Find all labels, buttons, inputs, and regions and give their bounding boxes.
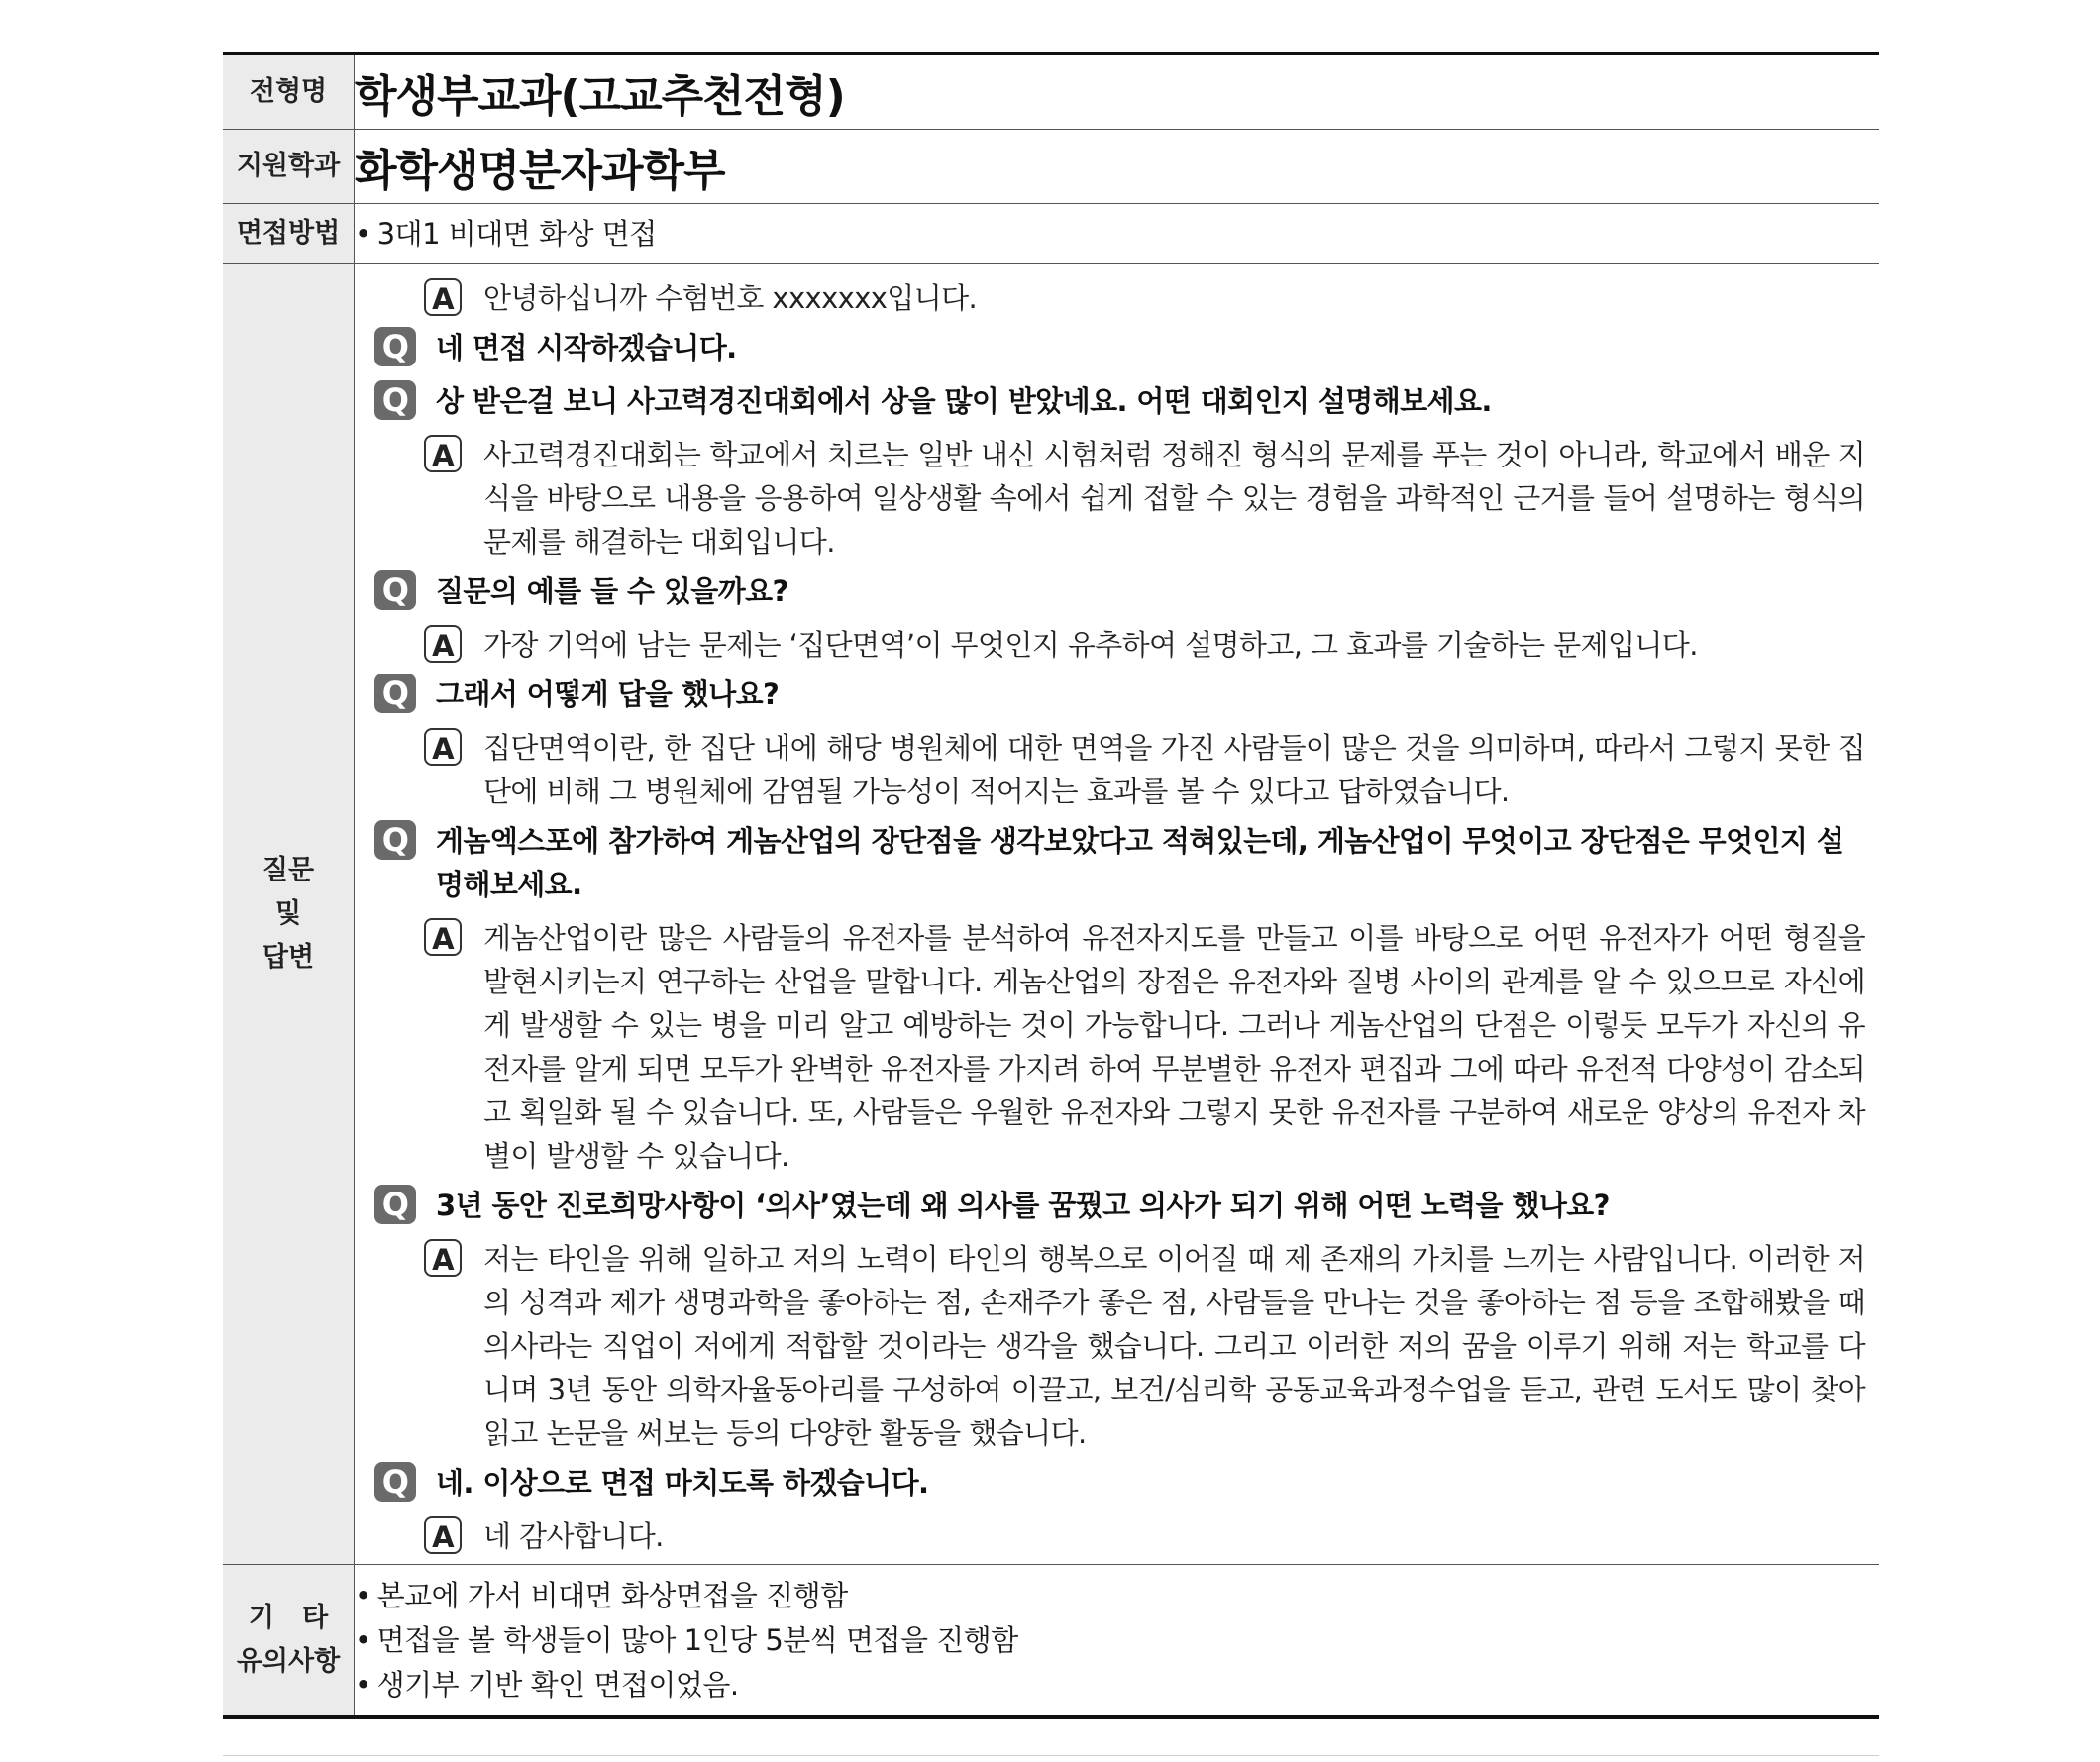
qa-content	[355, 264, 1880, 1565]
answer-item	[374, 276, 1865, 320]
row-qa	[223, 264, 1879, 1565]
value-department: 화학생명분자과학부	[355, 130, 1880, 204]
answer-item	[374, 726, 1865, 813]
label-department: 지원학과	[223, 130, 355, 204]
question-text: 그래서 어떻게 답을 했나요?	[436, 677, 780, 711]
question-item	[374, 1184, 1865, 1227]
question-item	[374, 379, 1865, 423]
answer-item	[374, 1514, 1865, 1558]
interview-form-table	[223, 52, 1879, 1719]
label-notes-line: 기 타	[248, 1603, 329, 1633]
question-marker-icon: Q	[374, 327, 416, 366]
question-marker-icon: Q	[374, 1185, 416, 1224]
answer-marker-icon: A	[424, 918, 462, 956]
row-interview-method	[223, 204, 1879, 264]
answer-text: 게놈산업이란 많은 사람들의 유전자를 분석하여 유전자지도를 만들고 이를 바탕으로 어떤 유전자가 어떤 형질을 발현시키는지 연구하는 산업을 말합니다. 게놈산업의 장점은 유전자와 질병 사이의 관계를 알 수 있으므로 자신에게 발생할 수 있는 병을 미리 알고 예방하는 것이 가능합니다. 그러나 게놈산업의 단점은 이렇듯 모두가 자신의 유전자를 알게 되면 모두가 완벽한 유전자를 가지려 하여 무분별한 유전자 편집과 그에 따라 유전적 다양성이 감소되고 획일화 될 수 있습니다. 또, 사람들은 우월한 유전자와 그렇지 못한 유전자를 구분하여 새로운 양상의 유전자 차별이 발생할 수 있습니다.	[483, 921, 1865, 1173]
question-item	[374, 326, 1865, 369]
question-marker-icon: Q	[374, 820, 416, 860]
label-interview-method: 면접방법	[223, 204, 355, 264]
row-notes	[223, 1565, 1879, 1718]
answer-item	[374, 433, 1865, 564]
question-item	[374, 819, 1865, 906]
note-item: • 본교에 가서 비대면 화상면접을 진행함	[355, 1574, 1879, 1618]
question-text: 네 면접 시작하겠습니다.	[436, 331, 737, 364]
question-marker-icon: Q	[374, 380, 416, 420]
question-text: 3년 동안 진로희망사항이 ‘의사’였는데 왜 의사를 꿈꿨고 의사가 되기 위해 어떤 노력을 했나요?	[436, 1189, 1610, 1222]
method-item: • 3대1 비대면 화상 면접	[355, 212, 1879, 257]
question-text: 네. 이상으로 면접 마치도록 하겠습니다.	[436, 1466, 929, 1500]
answer-marker-icon: A	[424, 1239, 462, 1277]
value-interview-method	[355, 204, 1880, 264]
answer-marker-icon: A	[424, 625, 462, 663]
question-text: 상 받은걸 보니 사고력경진대회에서 상을 많이 받았네요. 어떤 대회인지 설명해보세요.	[436, 384, 1492, 418]
note-item: • 생기부 기반 확인 면접이었음.	[355, 1663, 1879, 1708]
answer-marker-icon: A	[424, 1516, 462, 1554]
answer-marker-icon: A	[424, 728, 462, 766]
answer-item	[374, 916, 1865, 1178]
label-qa	[223, 264, 355, 1565]
row-department	[223, 130, 1879, 204]
row-admission-type	[223, 53, 1879, 130]
label-admission-type: 전형명	[223, 53, 355, 130]
answer-text: 집단면역이란, 한 집단 내에 해당 병원체에 대한 면역을 가진 사람들이 많은 것을 의미하며, 따라서 그렇지 못한 집단에 비해 그 병원체에 감염될 가능성이 적어지는 효과를 볼 수 있다고 답하였습니다.	[483, 731, 1865, 808]
question-item	[374, 570, 1865, 613]
answer-marker-icon: A	[424, 278, 462, 316]
answer-text: 사고력경진대회는 학교에서 치르는 일반 내신 시험처럼 정해진 형식의 문제를 푸는 것이 아니라, 학교에서 배운 지식을 바탕으로 내용을 응용하여 일상생활 속에서 쉽게 접할 수 있는 경험을 과학적인 근거를 들어 설명하는 형식의 문제를 해결하는 대회입니다.	[483, 438, 1865, 559]
question-marker-icon: Q	[374, 674, 416, 713]
notes-content	[355, 1565, 1880, 1718]
answer-marker-icon: A	[424, 435, 462, 472]
qa-list	[355, 264, 1879, 1558]
question-text: 질문의 예를 들 수 있을까요?	[436, 574, 788, 608]
answer-text: 네 감사합니다.	[483, 1519, 664, 1553]
answer-text: 가장 기억에 남는 문제는 ‘집단면역’이 무엇인지 유추하여 설명하고, 그 효과를 기술하는 문제입니다.	[483, 628, 1698, 662]
label-qa-line: 답변	[262, 942, 315, 973]
value-admission-type: 학생부교과(고교추천전형)	[355, 53, 1880, 130]
interview-record-sheet	[223, 52, 1879, 1719]
answer-text: 안녕하십니까 수험번호 xxxxxxx입니다.	[483, 281, 978, 315]
label-qa-line: 질문	[262, 855, 315, 885]
label-notes	[223, 1565, 355, 1718]
answer-item	[374, 1237, 1865, 1455]
answer-item	[374, 623, 1865, 667]
answer-text: 저는 타인을 위해 일하고 저의 노력이 타인의 행복으로 이어질 때 제 존재의 가치를 느끼는 사람입니다. 이러한 저의 성격과 제가 생명과학을 좋아하는 점, 손재주가 좋은 점, 사람들을 만나는 것을 좋아하는 점 등을 조합해봤을 때 의사라는 직업이 저에게 적합할 것이라는 생각을 했습니다. 그리고 이러한 저의 꿈을 이루기 위해 저는 학교를 다니며 3년 동안 의학자율동아리를 구성하여 이끌고, 보건/심리학 공동교육과정수업을 듣고, 관련 도서도 많이 찾아읽고 논문을 써보는 등의 다양한 활동을 했습니다.	[483, 1242, 1865, 1450]
label-notes-line: 유의사항	[236, 1646, 341, 1677]
question-text: 게놈엑스포에 참가하여 게놈산업의 장단점을 생각보았다고 적혀있는데, 게놈산업이 무엇이고 장단점은 무엇인지 설명해보세요.	[436, 824, 1844, 901]
question-marker-icon: Q	[374, 570, 416, 610]
page-bottom-rule	[223, 1755, 1879, 1756]
question-marker-icon: Q	[374, 1462, 416, 1502]
label-qa-line: 및	[274, 898, 302, 929]
question-item	[374, 1461, 1865, 1504]
note-item: • 면접을 볼 학생들이 많아 1인당 5분씩 면접을 진행함	[355, 1618, 1879, 1663]
question-item	[374, 673, 1865, 716]
